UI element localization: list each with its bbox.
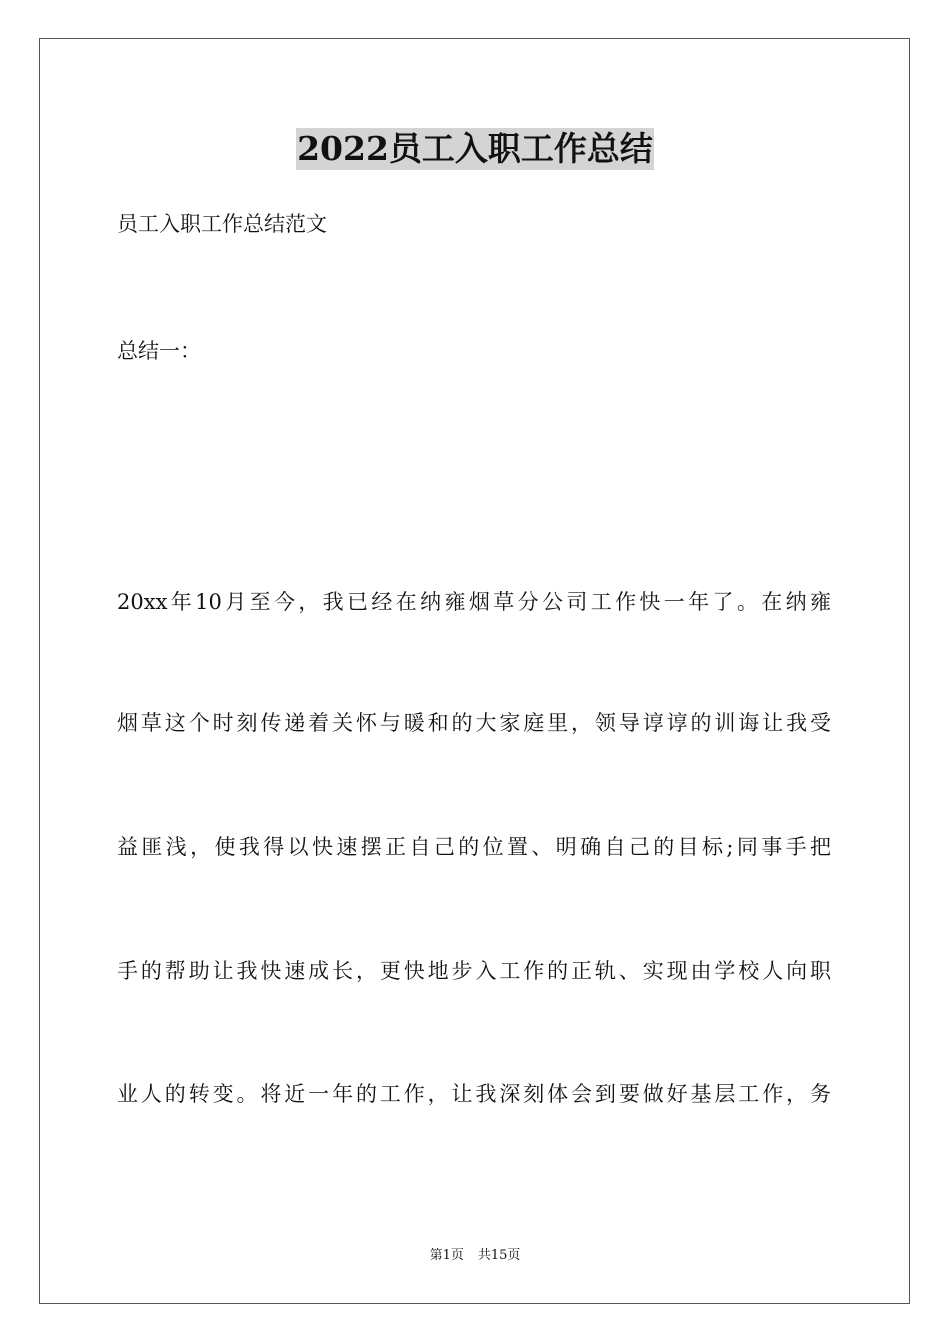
section-heading: 总结一： (117, 339, 201, 363)
page-number: 第1页 (429, 1248, 464, 1263)
body-line-2: 烟草这个时刻传递着关怀与暖和的大家庭里，领导谆谆的训诲让我受 (117, 711, 831, 735)
body-line-4: 手的帮助让我快速成长，更快地步入工作的正轨、实现由学校人向职 (117, 959, 831, 983)
page-footer (0, 1248, 950, 1264)
body-line-3: 益匪浅，使我得以快速摆正自己的位置、明确自己的目标;同事手把 (117, 835, 831, 859)
title-container (0, 128, 950, 170)
document-subtitle: 员工入职工作总结范文 (117, 212, 327, 236)
body-line-1: 20xx年10月至今，我已经在纳雍烟草分公司工作快一年了。在纳雍 (117, 590, 831, 614)
body-line-5: 业人的转变。将近一年的工作，让我深刻体会到要做好基层工作，务 (117, 1082, 831, 1106)
total-pages: 共15页 (477, 1248, 521, 1263)
document-title: 2022员工入职工作总结 (297, 129, 653, 168)
